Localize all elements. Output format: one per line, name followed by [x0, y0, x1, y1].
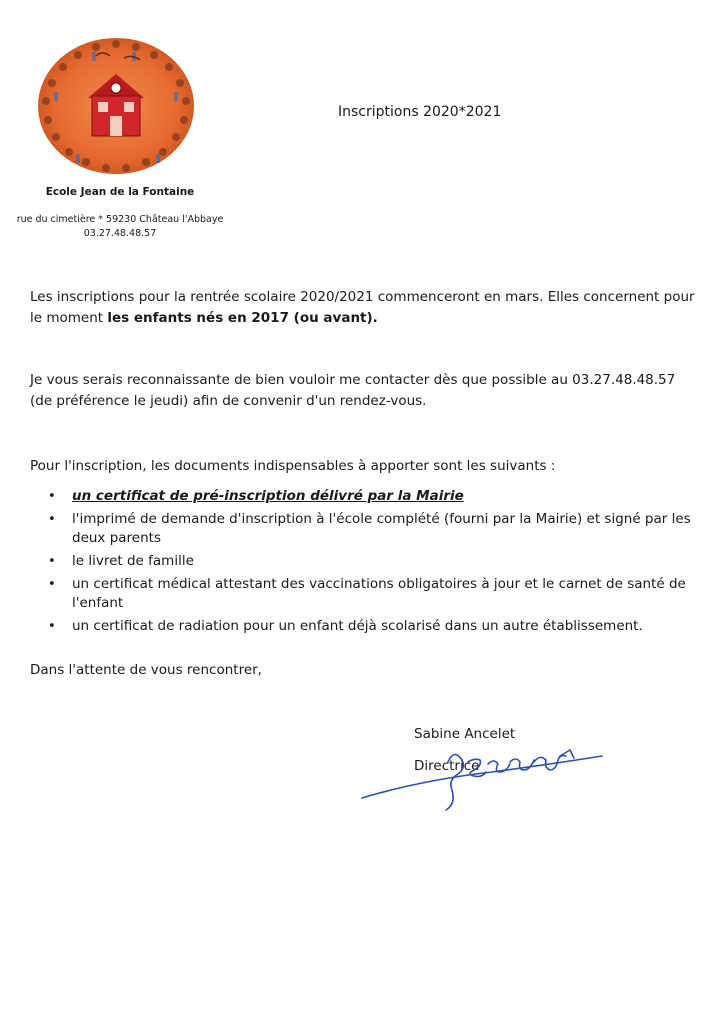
school-name: Ecole Jean de la Fontaine — [45, 186, 195, 198]
list-item: • un certificat de radiation pour un enfant déjà scolarisé dans un autre établissement. — [72, 617, 702, 636]
list-item: • un certificat médical attestant des vaccinations obligatoires à jour et le carnet de santé de l'enfant — [72, 575, 702, 613]
intro-paragraph — [30, 287, 700, 329]
intro-bold-text: les enfants nés en 2017 (ou avant). — [107, 310, 378, 326]
school-address: rue du cimetière * 59230 Château l'Abbaye — [16, 214, 224, 225]
document-title: Inscriptions 2020*2021 — [338, 104, 502, 120]
signatory-role: Directrice — [414, 758, 480, 774]
list-item — [72, 487, 702, 506]
school-address-block — [10, 213, 230, 241]
school-logo — [36, 36, 196, 176]
signatory-name: Sabine Ancelet — [414, 726, 516, 742]
list-item-text: un certificat de pré-inscription délivré par la Mairie — [72, 488, 464, 504]
documents-list — [72, 487, 702, 640]
documents-intro: Pour l'inscription, les documents indispensables à apporter sont les suivants : — [30, 458, 556, 474]
list-item: • l'imprimé de demande d'inscription à l'école complété (fourni par la Mairie) et signé par les deux parents — [72, 510, 702, 548]
list-item: • le livret de famille — [72, 552, 702, 571]
intro-text: Les inscriptions pour la rentrée scolaire 2020/2021 commenceront en mars. Elles concernent pour le moment — [30, 289, 695, 326]
contact-paragraph: Je vous serais reconnaissante de bien vouloir me contacter dès que possible au 03.27.48.48.57 (de préférence le jeudi) afin de convenir d'un rendez-vous. — [30, 372, 676, 409]
closing-line: Dans l'attente de vous rencontrer, — [30, 662, 262, 678]
school-phone: 03.27.48.48.57 — [83, 228, 157, 239]
handwritten-signature — [360, 728, 610, 818]
